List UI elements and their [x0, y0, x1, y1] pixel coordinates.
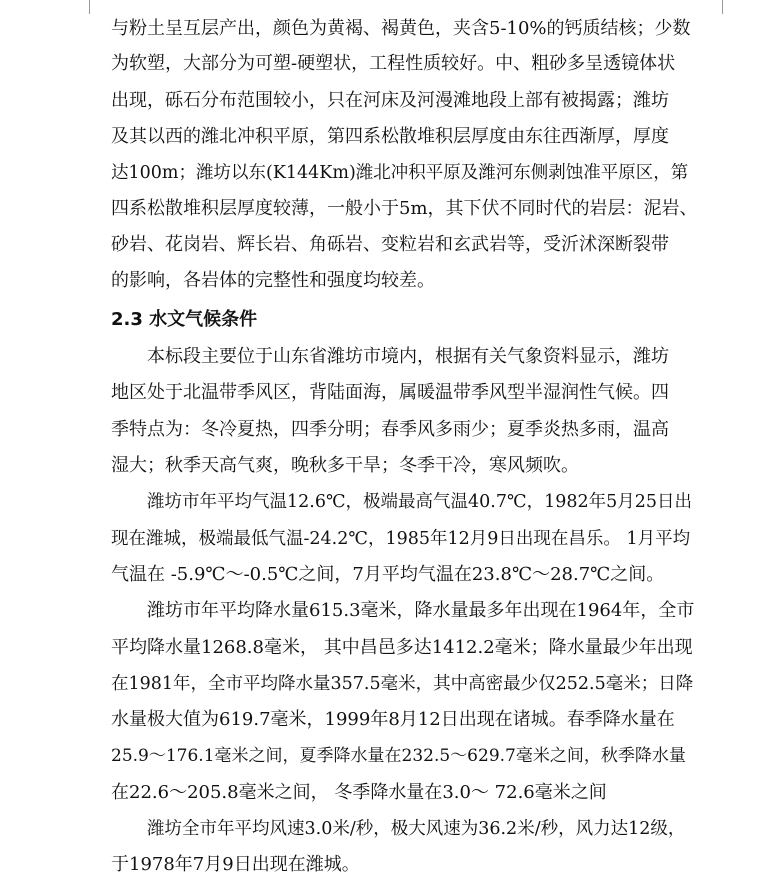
- body-line-6: 四系松散堆积层厚度较薄，一般小于5m，其下伏不同时代的岩层：泥岩、: [111, 198, 698, 219]
- paragraph-2-line-3: 气温在 -5.9℃～-0.5℃之间，7月平均气温在23.8℃～28.7℃之间。: [111, 564, 665, 585]
- paragraph-3-line-1: 潍坊市年平均降水量615.3毫米，降水量最多年出现在1964年，全市: [147, 600, 695, 621]
- body-line-7: 砂岩、花岗岩、辉长岩、角砾岩、变粒岩和玄武岩等，受沂沭深断裂带: [111, 234, 669, 255]
- paragraph-1-line-1: 本标段主要位于山东省潍坊市境内，根据有关气象资料显示，潍坊: [147, 346, 669, 367]
- paragraph-3-line-4: 水量极大值为619.7毫米，1999年8月12日出现在诸城。春季降水量在: [111, 709, 675, 730]
- paragraph-3-line-6: 在22.6～205.8毫米之间， 冬季降水量在3.0～ 72.6毫米之间: [111, 782, 607, 803]
- body-line-3: 出现，砾石分布范围较小，只在河床及河漫滩地段上部有被揭露；潍坊: [111, 90, 669, 111]
- body-line-1: 与粉土呈互层产出，颜色为黄褐、褐黄色，夹含5-10%的钙质结核；少数: [111, 18, 691, 39]
- margin-corner-mark-right: [722, 0, 723, 14]
- body-line-8: 的影响，各岩体的完整性和强度均较差。: [111, 270, 435, 291]
- paragraph-3-line-2: 平均降水量1268.8毫米， 其中昌邑多达1412.2毫米；降水量最少年出现: [111, 637, 693, 658]
- body-line-2: 为软塑，大部分为可塑-硬塑状，工程性质较好。中、粗砂多呈透镜体状: [111, 53, 676, 74]
- paragraph-1-line-3: 季特点为：冬冷夏热，四季分明；春季风多雨少；夏季炎热多雨，温高: [111, 419, 669, 440]
- paragraph-2-line-2: 现在潍城，极端最低气温-24.2℃，1985年12月9日出现在昌乐。 1月平均: [111, 529, 691, 549]
- body-line-5: 达100m；潍坊以东(K144Km)潍北冲积平原及潍河东侧剥蚀准平原区，第: [111, 163, 689, 183]
- margin-corner-mark-left: [89, 0, 90, 14]
- section-heading: 2.3 水文气候条件: [111, 309, 258, 330]
- paragraph-1-line-4: 湿大；秋季天高气爽，晚秋多干旱；冬季干冷，寒风频吹。: [111, 455, 579, 476]
- paragraph-4-line-2: 于1978年7月9日出现在潍城。: [111, 854, 360, 875]
- paragraph-4-line-1: 潍坊全市年平均风速3.0米/秒，极大风速为36.2米/秒，风力达12级，: [147, 819, 686, 839]
- paragraph-3-line-3: 在1981年，全市平均降水量357.5毫米，其中高密最少仅252.5毫米；日降: [111, 674, 694, 694]
- paragraph-3-line-5: 25.9～176.1毫米之间，夏季降水量在232.5～629.7毫米之间，秋季降水量: [111, 746, 686, 766]
- body-line-4: 及其以西的潍北冲积平原，第四系松散堆积层厚度由东往西渐厚，厚度: [111, 126, 669, 147]
- paragraph-1-line-2: 地区处于北温带季风区，背陆面海，属暖温带季风型半湿润性气候。四: [111, 382, 669, 403]
- paragraph-2-line-1: 潍坊市年平均气温12.6℃，极端最高气温40.7℃，1982年5月25日出: [147, 492, 693, 512]
